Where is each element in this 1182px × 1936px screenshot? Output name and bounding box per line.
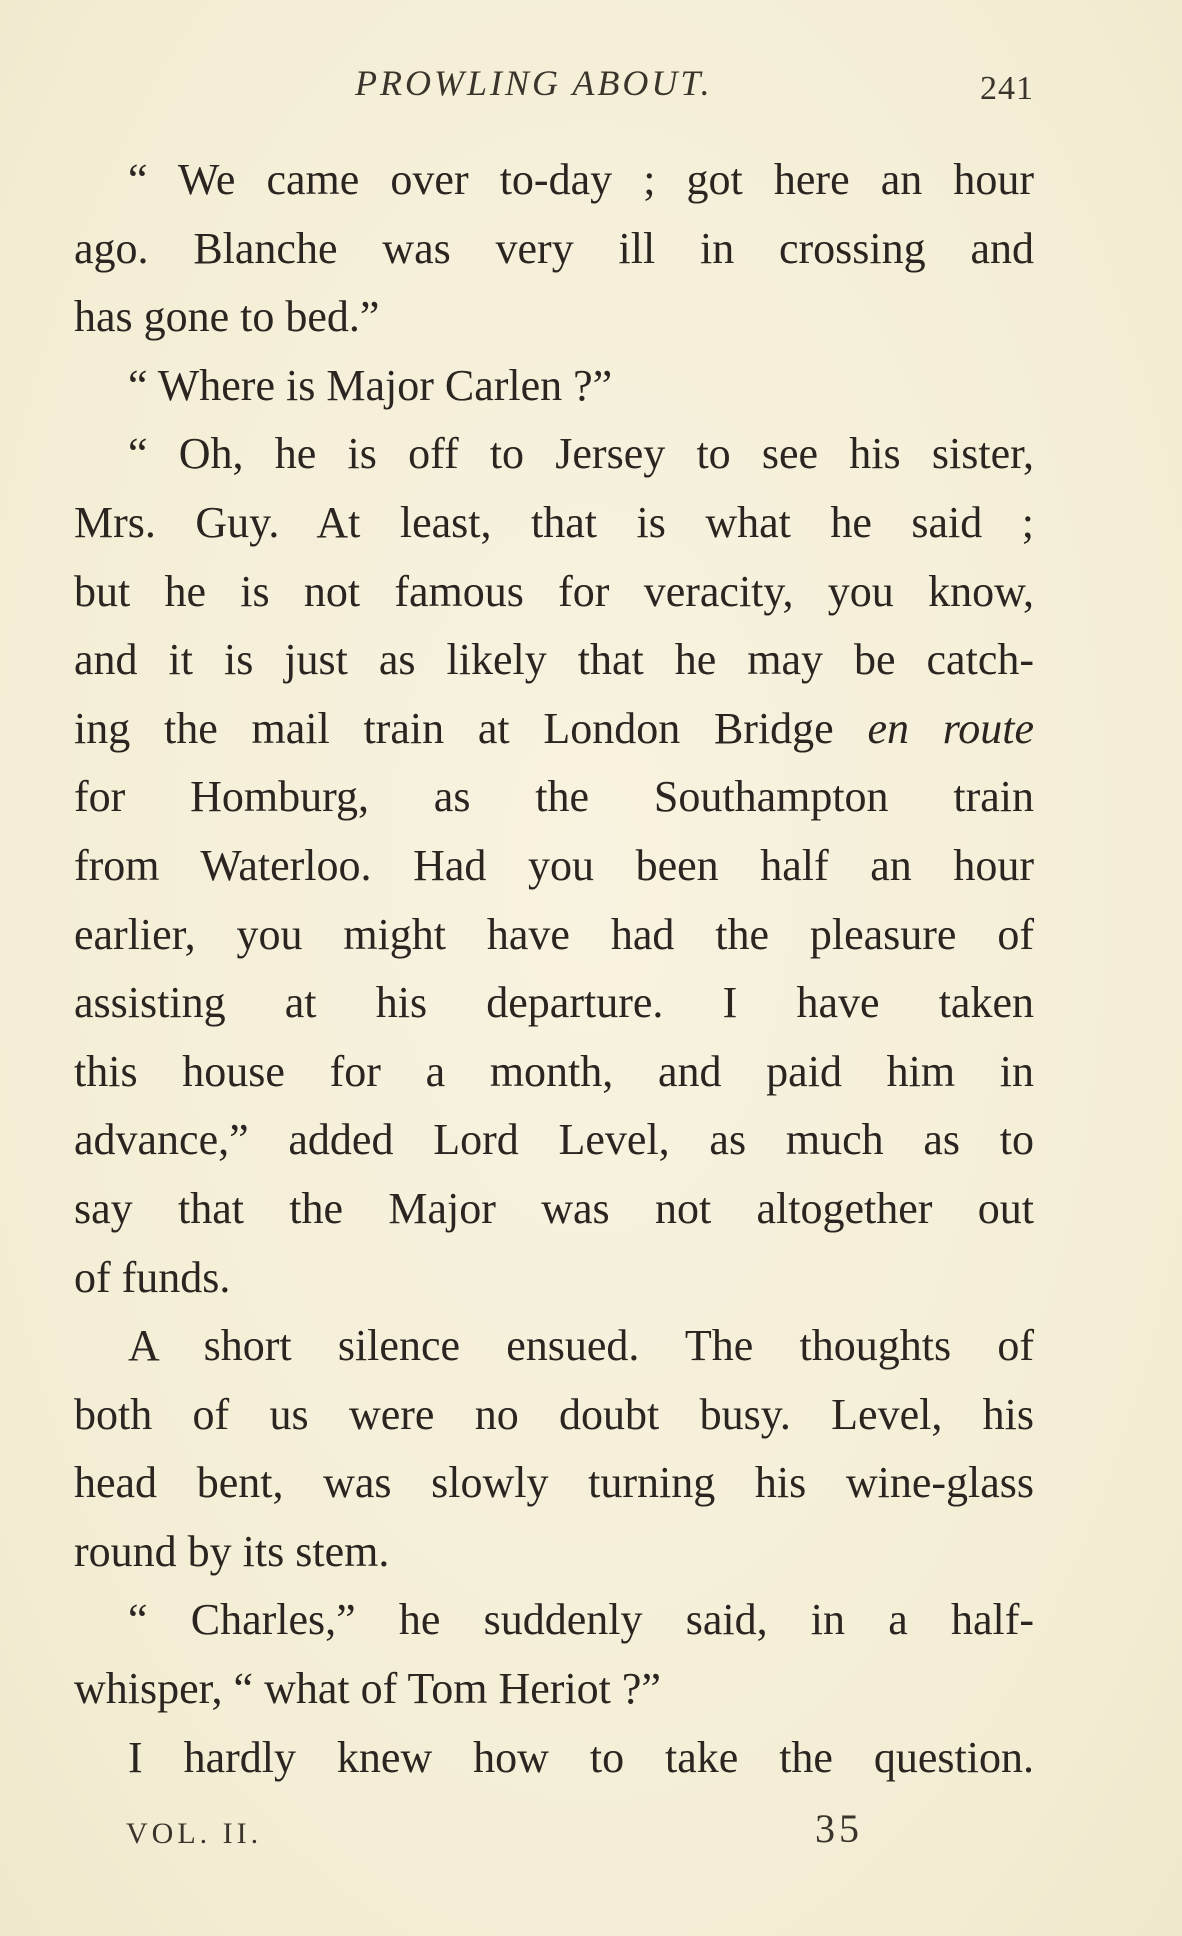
text-line: head bent, was slowly turning his wine-glass: [74, 1458, 1034, 1508]
text-line: whisper, “ what of Tom Heriot ?”: [74, 1664, 661, 1714]
page-number: 241: [980, 70, 1034, 107]
text-fragment: ing the mail train at London Bridge: [74, 703, 834, 753]
body-text: [74, 146, 1034, 1792]
text-line: for Homburg, as the Southampton train: [74, 772, 1034, 822]
text-line: has gone to bed.”: [74, 292, 380, 342]
text-line: say that the Major was not altogether out: [74, 1183, 1034, 1233]
running-head-title: PROWLING ABOUT.: [355, 63, 713, 103]
text-line: and it is just as likely that he may be catch-: [74, 635, 1034, 685]
italic-phrase: en route: [867, 703, 1035, 753]
text-line: of funds.: [74, 1252, 231, 1302]
text-line: “ Where is Major Carlen ?”: [128, 360, 613, 410]
volume-label: VOL. II.: [126, 1817, 263, 1850]
text-line: “ Oh, he is off to Jersey to see his sister,: [128, 429, 1034, 479]
text-line: assisting at his departure. I have taken: [74, 978, 1034, 1028]
running-head: [0, 62, 1182, 112]
text-line: “ Charles,” he suddenly said, in a half-: [128, 1595, 1034, 1645]
text-line: A short silence ensued. The thoughts of: [128, 1321, 1034, 1371]
text-line: ago. Blanche was very ill in crossing and: [74, 223, 1034, 273]
text-line: “ We came over to-day ; got here an hour: [128, 155, 1034, 204]
text-line: round by its stem.: [74, 1526, 390, 1576]
page-footer: [0, 1805, 1182, 1865]
text-line: I hardly knew how to take the question.: [128, 1732, 1034, 1782]
text-line-with-italic: [74, 695, 1034, 764]
text-line: Mrs. Guy. At least, that is what he said ;: [74, 497, 1034, 547]
text-line: earlier, you might have had the pleasure of: [74, 909, 1034, 959]
text-line: advance,” added Lord Level, as much as to: [74, 1115, 1034, 1165]
text-line: both of us were no doubt busy. Level, his: [74, 1389, 1034, 1439]
text-line: this house for a month, and paid him in: [74, 1046, 1034, 1096]
signature-mark: 35: [815, 1806, 863, 1851]
text-line: from Waterloo. Had you been half an hour: [74, 840, 1034, 890]
text-line: but he is not famous for veracity, you know,: [74, 566, 1034, 616]
